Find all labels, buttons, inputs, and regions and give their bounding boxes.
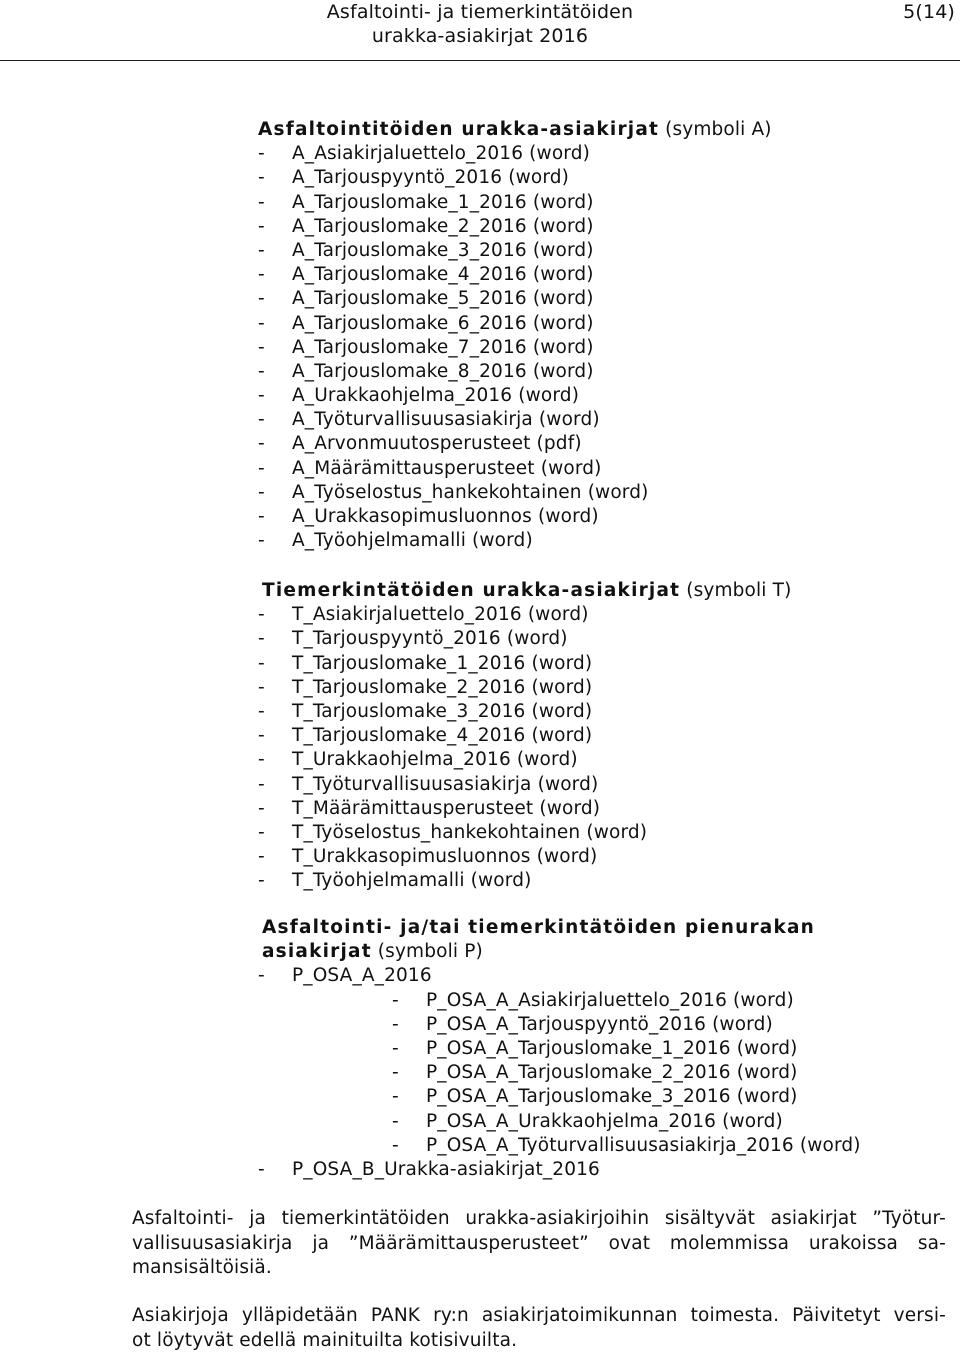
paragraph-word: urakka-asiakirjoihin (465, 1208, 650, 1229)
list-dash: - (258, 965, 265, 987)
list-dash: - (258, 143, 265, 165)
list-item-label: A_Työturvallisuusasiakirja (word) (292, 409, 600, 431)
list-item (258, 748, 948, 772)
list-dash: - (392, 1086, 399, 1108)
paragraph-word: ja (249, 1208, 266, 1229)
list-dash: - (258, 167, 265, 189)
list-item-label: A_Työselostus_hankekohtainen (word) (292, 481, 649, 503)
section-title-bold: Tiemerkintätöiden urakka-asiakirjat (262, 580, 681, 601)
list-dash: - (392, 1110, 399, 1132)
list-item (258, 1110, 948, 1134)
list-item-label: A_Tarjouslomake_5_2016 (word) (292, 288, 594, 310)
paragraph-line (132, 1207, 946, 1232)
list-item-label: T_Työturvallisuusasiakirja (word) (292, 773, 599, 795)
section-title (258, 118, 948, 142)
list-dash: - (258, 821, 265, 843)
list-item (258, 1134, 948, 1158)
paragraph-word: molemmissa (669, 1232, 790, 1254)
list-dash: - (392, 1062, 399, 1084)
list-item-label: T_Työohjelmamalli (word) (292, 870, 532, 892)
list-item (258, 627, 948, 651)
list-dash: - (258, 336, 265, 358)
list-item-label: A_Tarjouslomake_7_2016 (word) (292, 336, 594, 358)
section-title-line1 (258, 916, 948, 940)
list-item-label: P_OSA_A_Urakkaohjelma_2016 (word) (426, 1110, 783, 1132)
list-dash: - (258, 191, 265, 213)
list-dash: - (258, 506, 265, 527)
list-item (258, 773, 948, 797)
header-title-line1: Asfaltointi- ja tiemerkintätöiden (326, 1, 634, 23)
paragraph-word: Asiakirjoja (132, 1305, 229, 1326)
paragraph-word: Asfaltointi- (132, 1208, 234, 1229)
list-item (258, 1061, 948, 1085)
list-item (258, 142, 948, 166)
section-title-symbol: (symboli T) (680, 580, 792, 601)
list-item (258, 845, 948, 869)
list-item-label: A_Tarjouslomake_8_2016 (word) (292, 360, 594, 382)
list-dash: - (258, 773, 265, 795)
paragraph-word: asiakirjatoimikunnan (481, 1305, 678, 1326)
list-item-label: A_Tarjouslomake_1_2016 (word) (292, 191, 594, 213)
paragraph-word: sisältyvät (664, 1208, 755, 1229)
list-item (258, 215, 948, 239)
list-item (258, 869, 948, 893)
maintenance-paragraph (132, 1304, 946, 1353)
list-item-label: P_OSA_A_Tarjouslomake_2_2016 (word) (426, 1062, 798, 1084)
list-dash: - (392, 1013, 399, 1035)
list-item (258, 1085, 948, 1109)
paragraph-line (132, 1304, 946, 1329)
list-item (258, 166, 948, 190)
list-item-label: T_Tarjouslomake_2_2016 (word) (292, 676, 593, 698)
list-item (258, 989, 948, 1013)
list-item (258, 481, 948, 505)
list-dash: - (258, 749, 265, 771)
list-item-label: T_Tarjouslomake_4_2016 (word) (292, 725, 593, 747)
list-dash: - (258, 433, 265, 455)
list-item-label: A_Urakkaohjelma_2016 (word) (292, 385, 580, 407)
section-pienurakka (258, 916, 948, 1182)
paragraph-word: urakoissa (808, 1232, 899, 1254)
list-dash: - (258, 725, 265, 747)
list-item (258, 1158, 948, 1182)
paragraph-word: tiemerkintätöiden (281, 1208, 450, 1229)
section-title-symbol: (symboli P) (371, 941, 483, 963)
paragraph-word: vallisuusasiakirja (132, 1232, 293, 1254)
list-item-label: T_Tarjouspyyntö_2016 (word) (292, 628, 568, 650)
list-dash: - (258, 457, 265, 479)
paragraph-line: ot löytyvät edellä mainituilta kotisivuilta. (132, 1329, 518, 1351)
header-title-line2: urakka-asiakirjat 2016 (371, 25, 589, 47)
paragraph-line: mansisältöisiä. (132, 1257, 272, 1278)
section-asfaltointi (258, 118, 948, 553)
list-item (258, 239, 948, 263)
list-item (258, 287, 948, 311)
list-item-label: A_Työohjelmamalli (word) (292, 530, 533, 552)
list-item-label: A_Asiakirjaluettelo_2016 (word) (292, 143, 590, 165)
list-item-label: P_OSA_A_Työturvallisuusasiakirja_2016 (word) (426, 1134, 861, 1156)
paragraph-word: ry:n (433, 1305, 469, 1326)
list-item (258, 652, 948, 676)
list-dash: - (392, 989, 399, 1011)
list-item-label: T_Työselostus_hankekohtainen (word) (292, 821, 648, 843)
list-item (258, 821, 948, 845)
list-item (258, 603, 948, 627)
list-item-label: T_Tarjouslomake_3_2016 (word) (292, 700, 593, 722)
list-item-label: T_Asiakirjaluettelo_2016 (word) (292, 604, 589, 626)
list-item-label: P_OSA_A_Tarjouslomake_3_2016 (word) (426, 1086, 798, 1108)
paragraph-word: versi- (893, 1305, 946, 1326)
list-dash: - (258, 385, 265, 407)
list-item (258, 360, 948, 384)
paragraph-word: ja (312, 1232, 330, 1254)
section-title-symbol: (symboli A) (659, 119, 772, 140)
list-dash: - (258, 264, 265, 286)
list-dash: - (258, 530, 265, 552)
list-item (258, 724, 948, 748)
list-dash: - (258, 652, 265, 674)
list-item (258, 408, 948, 432)
paragraph-word: sa- (917, 1232, 946, 1254)
list-dash: - (258, 676, 265, 698)
list-item-label: A_Määrämittausperusteet (word) (292, 457, 602, 479)
paragraph-word: asiakirjat (770, 1208, 857, 1229)
list-item-label: A_Tarjouslomake_2_2016 (word) (292, 215, 594, 237)
list-item (258, 1037, 948, 1061)
paragraph-word: toimesta. (690, 1305, 780, 1326)
section-title-bold: Asfaltointi- ja/tai tiemerkintätöiden pienurakan (262, 917, 816, 938)
page-header (0, 0, 960, 48)
list-dash: - (258, 215, 265, 237)
list-item-label: T_Tarjouslomake_1_2016 (word) (292, 652, 593, 674)
section-tiemerkinta (258, 579, 948, 893)
header-divider (0, 60, 960, 61)
list-dash: - (258, 628, 265, 650)
section-title (258, 579, 948, 603)
list-dash: - (258, 846, 265, 868)
list-item (258, 529, 948, 553)
list-dash: - (258, 700, 265, 722)
list-item (258, 432, 948, 456)
list-item (258, 312, 948, 336)
section-title-bold: Asfaltointitöiden urakka-asiakirjat (258, 119, 660, 140)
list-dash: - (258, 288, 265, 310)
list-item-label: A_Tarjouslomake_3_2016 (word) (292, 239, 594, 261)
list-item-label: P_OSA_A_2016 (292, 965, 432, 987)
list-item (258, 1013, 948, 1037)
list-item-label: P_OSA_B_Urakka-asiakirjat_2016 (292, 1158, 600, 1180)
list-dash: - (392, 1134, 399, 1156)
paragraph-line (132, 1232, 946, 1257)
list-dash: - (258, 797, 265, 819)
list-item (258, 336, 948, 360)
list-item (258, 191, 948, 215)
list-item (258, 700, 948, 724)
paragraph-word: PANK (370, 1305, 421, 1326)
list-dash: - (258, 1158, 265, 1180)
list-dash: - (258, 360, 265, 382)
paragraph-word: ”Työtur- (872, 1208, 946, 1229)
list-item-label: A_Tarjouslomake_6_2016 (word) (292, 312, 594, 334)
list-dash: - (392, 1037, 399, 1059)
document-list (258, 603, 948, 893)
section-title-bold: asiakirjat (262, 941, 372, 963)
paragraph-word: ylläpidetään (241, 1305, 358, 1326)
list-dash: - (258, 312, 265, 334)
paragraph-word: ”Määrämittausperusteet” (348, 1232, 589, 1254)
list-item-label: A_Tarjouspyyntö_2016 (word) (292, 167, 570, 189)
list-item-label: A_Arvonmuutosperusteet (pdf) (292, 433, 582, 455)
page-number: 5(14) (903, 1, 955, 23)
list-dash: - (258, 239, 265, 261)
list-item-label: T_Urakkaohjelma_2016 (word) (292, 749, 578, 771)
paragraph-word: Päivitetyt (792, 1305, 881, 1326)
list-item-label: A_Tarjouslomake_4_2016 (word) (292, 264, 594, 286)
sub-document-list (258, 989, 948, 1158)
section-title-line2 (258, 940, 948, 964)
list-dash: - (258, 604, 265, 626)
document-list (258, 142, 948, 553)
list-dash: - (258, 481, 265, 503)
list-item-label: T_Urakkasopimusluonnos (word) (292, 846, 598, 868)
list-item (258, 964, 948, 988)
list-item (258, 263, 948, 287)
list-item (258, 457, 948, 481)
list-item-label: A_Urakkasopimusluonnos (word) (292, 506, 599, 527)
list-dash: - (258, 870, 265, 892)
list-item (258, 384, 948, 408)
list-dash: - (258, 409, 265, 431)
note-paragraph (132, 1207, 946, 1281)
paragraph-word: ovat (608, 1232, 651, 1254)
list-item-label: P_OSA_A_Asiakirjaluettelo_2016 (word) (426, 989, 794, 1011)
list-item-label: P_OSA_A_Tarjouslomake_1_2016 (word) (426, 1037, 798, 1059)
list-item-label: T_Määrämittausperusteet (word) (292, 797, 601, 819)
list-item-label: P_OSA_A_Tarjouspyyntö_2016 (word) (426, 1013, 773, 1035)
list-item (258, 797, 948, 821)
list-item (258, 676, 948, 700)
list-item (258, 505, 948, 529)
